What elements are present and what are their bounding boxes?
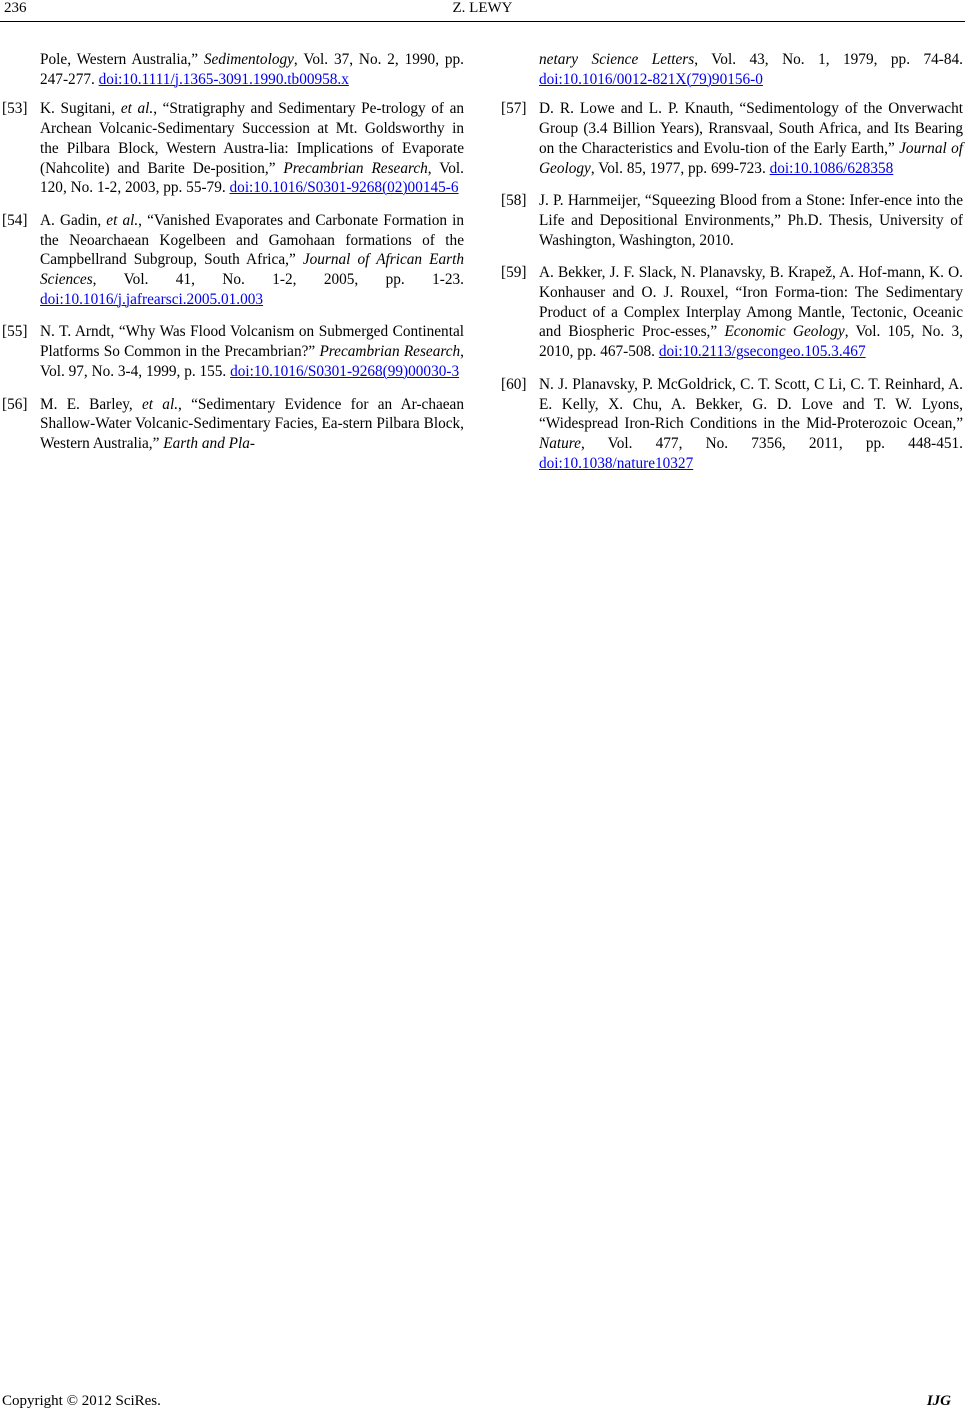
doi-link[interactable]: doi:10.1016/0012-821X(79)90156-0 [539,70,763,88]
reference-italic-text: Economic Geology [724,323,845,341]
reference-italic-text: et al. [120,100,154,118]
reference-entry [2,395,464,454]
reference-text: , Vol. 97, No. 3-4, 1999, p. 155. [40,343,464,380]
reference-text: , Vol. 85, 1977, pp. 699-723. [590,159,770,177]
reference-text: M. E. Barley, [40,395,142,413]
header-rule [0,21,965,22]
reference-italic-text: Precambrian Research [319,343,461,361]
reference-italic-text: et al. [106,211,139,229]
reference-italic-text: Earth and Pla- [163,434,256,452]
reference-number: [56] [2,395,28,413]
reference-text: , Vol. 477, No. 7356, 2011, pp. 448-451. [580,434,963,452]
footer-copyright: Copyright © 2012 SciRes. [2,1393,161,1409]
reference-text: , Vol. 105, No. 3, 2010, pp. 467-508. [539,323,963,361]
reference-italic-text: et al. [142,395,179,413]
reference-text: A. Bekker, J. F. Slack, N. Planavsky, B. Krapež, A. Hof-mann, K. O. Konhauser and O. J. Rouxel, “Iron Forma-tion: The Sedimentary Product of a Complex Interplay Among Mantle, Tectonic, Oceanic and Biospheric Proc-esses,” [539,264,963,341]
reference-text: N. J. Planavsky, P. McGoldrick, C. T. Scott, C Li, C. T. Reinhard, A. E. Kelly, X. Chu, A. Bekker, G. D. Love and T. W. Lyons, “Widespread Iron-Rich Conditions in the Mid-Proterozoic Ocean,” [539,375,963,433]
reference-entry [2,211,465,310]
doi-link[interactable]: doi:10.1111/j.1365-3091.1990.tb00958.x [98,70,349,88]
reference-column-right [501,50,964,486]
doi-link[interactable]: doi:10.1016/S0301-9268(02)00145-6 [229,179,459,197]
reference-text: N. T. Arndt, “Why Was Flood Volcanism on Submerged Continental Platforms So Common in the Precambrian?” [40,323,464,361]
reference-number: [55] [2,323,28,341]
doi-link[interactable]: doi:10.2113/gsecongeo.105.3.467 [658,343,866,361]
reference-italic-text: Sedimentology [203,51,294,68]
reference-entry [501,263,963,362]
reference-number: [60] [501,375,527,393]
reference-text: , “Sedimentary Evidence for an Ar-chaean Shallow-Water Volcanic-Sedimentary Facies, Ea-stern Pilbara Block, Western Australia,” [40,395,464,452]
doi-link[interactable]: doi:10.1038/nature10327 [539,454,694,472]
reference-entry [501,191,963,250]
doi-link[interactable]: doi:10.1086/628358 [769,159,894,177]
reference-text: A. Gadin, [40,211,107,229]
reference-italic-text: Journal of Geology [539,139,964,177]
reference-text: J. P. Harnmeijer, “Squeezing Blood from a Stone: Infer-ence into the Life and Depositional Environments,” Ph.D. Thesis, University of Washington, Washington, 2010. [539,192,963,249]
page-number: 236 [4,0,27,16]
reference-text: K. Sugitani, [40,100,121,118]
doi-link[interactable]: doi:10.1016/S0301-9268(99)00030-3 [230,362,460,380]
reference-italic-text: netary Science Letters [539,51,695,68]
reference-column-left [2,50,465,467]
reference-text: D. R. Lowe and L. P. Knauth, “Sedimentology of the Onverwacht Group (3.4 Billion Years), Rransvaal, South Africa, and Its Bearing on the Characteristics and Evolu-tion of the Early Earth,” [539,100,963,157]
doi-link[interactable]: doi:10.1016/j.jafrearsci.2005.01.003 [40,290,264,308]
footer-journal: IJG [926,1393,951,1409]
reference-text: , Vol. 41, No. 1-2, 2005, pp. 1-23. [92,271,464,289]
reference-entry [2,99,465,198]
reference-text: , Vol. 120, No. 1-2, 2003, pp. 55-79. [40,159,465,197]
reference-number: [59] [501,264,527,282]
reference-number: [57] [501,100,527,118]
reference-text: , Vol. 37, No. 2, 1990, pp. 247-277. [40,51,464,88]
reference-number: [58] [501,192,527,210]
reference-entry [40,50,464,89]
reference-italic-text: Precambrian Research [283,159,428,177]
reference-entry [501,375,963,474]
reference-number: [54] [2,211,28,229]
reference-number: [53] [2,100,28,118]
reference-italic-text: Nature [539,434,581,452]
running-head: Z. LEWY [452,0,513,16]
reference-text: Pole, Western Australia,” [40,51,204,68]
reference-entry [539,50,963,89]
reference-text: , “Stratigraphy and Sedimentary Pe-trology of an Archean Volcanic-Sedimentary Succession at Mt. Goldsworthy in the Pilbara Block, Western Austra-lia: Implications of Evaporate (Nahcolite) and Barite De-position,” [40,100,465,177]
reference-italic-text: Journal of African Earth Sciences [40,251,464,289]
reference-text: , “Vanished Evaporates and Carbonate Formation in the Neoarchaean Kogelbeen and Gamohaan formations of the Campbellrand Subgroup, South Africa,” [40,211,465,269]
reference-entry [2,322,464,381]
reference-entry [501,99,964,178]
reference-text: , Vol. 43, No. 1, 1979, pp. 74-84. [694,51,963,68]
